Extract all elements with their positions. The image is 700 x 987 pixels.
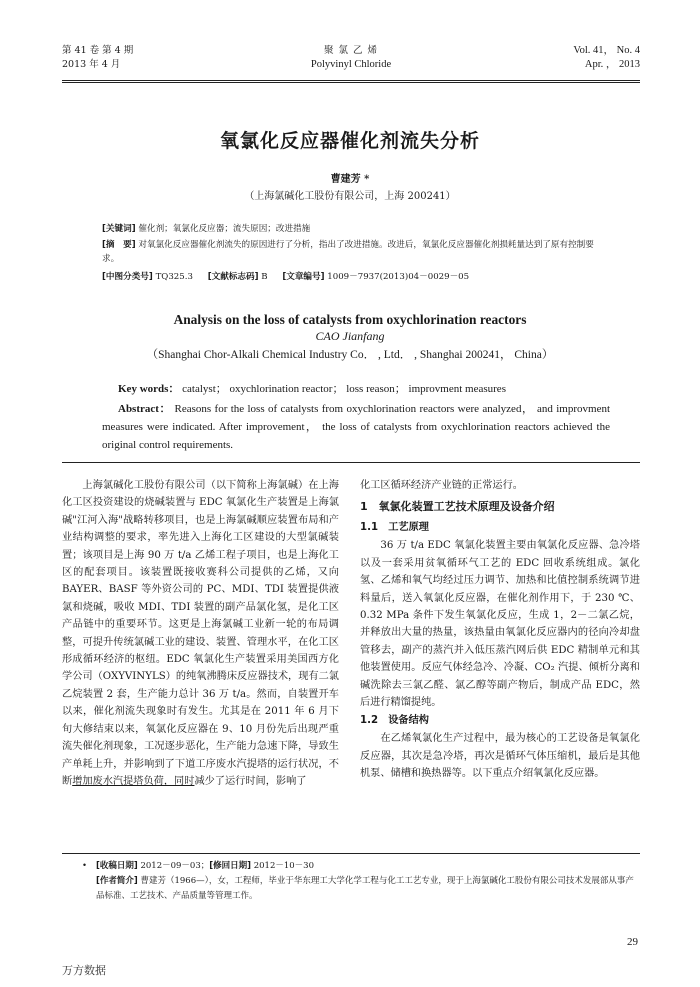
journal-name-en: Polyvinyl Chloride [310, 59, 392, 70]
abstract-en [102, 400, 610, 454]
section-heading-1-2: 1.2 设备结构 [360, 715, 429, 727]
footnote-rule [62, 853, 640, 854]
body-left-p1: 上海氯碱化工股份有限公司（以下简称上海氯碱）在上海化工区投资建设的烧碱装置与 EDC 氧氯化生产装置是上海氯碱"江河入海"战略转移项目，也是上海氯碱顺应装置布局和产业结构调整的要求，率先进入上海化工区建设的大型氯碱装置；该项目是上海 90 万 t/a 乙烯工程子项目，也是上海化工区的配套项目。该装置既接收赛科公司提供的乙烯，又向 BAYER、BASF 等外资公司的 PC、MDI、TDI 装置提供液氯和烧碱，吸收 MDI、TDI 装置的副产品氯化氢，是化工区产品链中的重要环节。这更是上海氯碱工业新一轮的布局调整，可提升传统氯碱工业的建设、装置、管理水平，在化工区形成循环经济的枢纽。EDC 氧氯化生产装置采用美国西方化学公司（OXYVINYLS）的纯氧沸腾床反应器技术，现有二氯乙烷装置 2 套，生产能力总计 36 万 t/a。然而，自装置开车以来，催化剂流失现象时有发生。尤其是在 2011 年 6 月下旬大修结束以来，氧氯化反应器在 9、10 月份先后出现严重流失催化剂现象，工况逐步恶化，生产能力急速下降，导致生产单耗上升，并影响到了下道工序废水汽提塔的运行状况，不断 [62, 480, 339, 787]
page-number: 29 [627, 936, 638, 948]
volume-en: Vol. 41， No. 4 [573, 45, 640, 56]
author-en: CAO Jianfang [315, 329, 385, 343]
keywords-cn-label: [关键词] [102, 224, 136, 234]
body-right-p2: 在乙烯氧氯化生产过程中，最为核心的工艺设备是氧氯化反应器，其次是急冷塔，再次是循环气体压缩机，最后是其他机泵、储槽和换热器等。以下重点介绍氧氯化反应器。 [360, 733, 640, 780]
footnote [62, 859, 640, 904]
received-date: 2012－09－03； [140, 861, 210, 871]
clc-label: [中图分类号] [102, 272, 153, 282]
header-rule [62, 80, 640, 81]
keywords-en [118, 381, 610, 398]
abstract-cn-label: [摘 要] [102, 240, 136, 250]
received-label: [收稿日期] [96, 861, 138, 871]
affiliation-en: （Shanghai Chor-Alkali Chemical Industry Co． , Ltd． , Shanghai 200241， China） [146, 349, 554, 361]
keywords-cn-text: 催化剂；氧氯化反应器；流失原因；改进措施 [138, 224, 311, 234]
header-rule-2 [62, 82, 640, 83]
doc-code-label: [文献标志码] [207, 272, 259, 282]
keywords-cn [102, 222, 607, 236]
footnote-dates [62, 859, 640, 874]
section-heading-1-1: 1.1 工艺原理 [360, 522, 429, 534]
body-left-underlined: 增加废水汽提塔负荷，同时 [72, 775, 195, 787]
abstract-cn [102, 238, 607, 266]
revised-date: 2012－10－30 [253, 861, 314, 871]
body-right-p1: 36 万 t/a EDC 氧氯化装置主要由氧氯化反应器、急冷塔以及一套采用贫氧循环气工艺的 EDC 回收系统组成。氯化氢、乙烯和氧气均经过压力调节、加热和比值控制系统调节进料量后，送入氧氯化反应器，在催化剂作用下，于 230 ℃、0.32 MPa 条件下发生氧氯化反应，生成 1，2－二氯乙烷，并释放出大量的热量，该热量由氧氯化反应器内的径向冷却盘管移去，副产的蒸汽并入低压蒸汽网后供 EDC 精制单元和其他装置使用。反应气体经急冷、冷凝、CO₂ 汽提、倾析分离和碱洗除去三氯乙醛、氯乙醇等副产物后，制成产品 EDC，然后进行精馏提纯。 [360, 540, 640, 709]
section-heading-1: 1 氧氯化装置工艺技术原理及设备介绍 [360, 500, 555, 514]
journal-name-cn: 聚 氯 乙 烯 [323, 45, 379, 56]
article-title-en: Analysis on the loss of catalysts from oxychlorination reactors [173, 312, 527, 327]
article-no-label: [文章编号] [282, 272, 325, 282]
classification-line [102, 270, 607, 284]
bio-text: 曹建芳（1966—），女，工程师，毕业于华东理工大学化学工程与化工工艺专业，现于上海氯碱化工股份有限公司技术发展部从事产品标准、工艺技术、产品质量等管理工作。 [96, 876, 634, 901]
article-title-cn: 氧氯化反应器催化剂流失分析 [219, 130, 480, 152]
date-en: Apr. ， 2013 [584, 59, 640, 70]
watermark: 万方数据 [62, 964, 106, 977]
keywords-en-text: catalyst； oxychlorination reactor； loss reason； improvment measures [182, 383, 506, 395]
footnote-marker: • [82, 861, 88, 871]
body-right-column [360, 477, 640, 783]
author-cn: 曹建芳 * [330, 174, 370, 185]
doc-code-value: B [261, 272, 268, 282]
article-no-value: 1009－7937(2013)04－0029－05 [327, 272, 470, 282]
body-paragraph [62, 477, 339, 790]
abstract-en-text: Reasons for the loss of catalysts from oxychlorination reactors were analyzed， and improvment measures were indicated. After improvement， the loss of catalysts from oxychlorination reactors achieved the original control requirements. [102, 403, 611, 451]
running-header [62, 44, 640, 78]
revised-label: [修回日期] [209, 861, 252, 871]
abstract-rule [62, 462, 640, 463]
keywords-en-label: Key words： [118, 383, 180, 395]
volume-cn: 第 41 卷 第 4 期 [62, 45, 134, 56]
body-right-p0: 化工区循环经济产业链的正常运行。 [360, 480, 523, 491]
affiliation-cn: （上海氯碱化工股份有限公司，上海 200241） [244, 191, 456, 202]
header-right [573, 44, 640, 72]
bio-label: [作者简介] [96, 876, 138, 886]
header-center [62, 44, 640, 72]
abstract-en-label: Abstract： [118, 403, 172, 415]
abstract-cn-text: 对氧氯化反应器催化剂流失的原因进行了分析，指出了改进措施。改进后，氧氯化反应器催化剂损耗量达到了原有控制要求。 [102, 240, 594, 264]
body-left-column [62, 477, 339, 790]
clc-value: TQ325.3 [155, 272, 193, 282]
body-left-tail: 减少了运行时间，影响了 [194, 775, 307, 787]
date-cn: 2013 年 4 月 [62, 59, 121, 70]
footnote-bio [62, 874, 640, 904]
